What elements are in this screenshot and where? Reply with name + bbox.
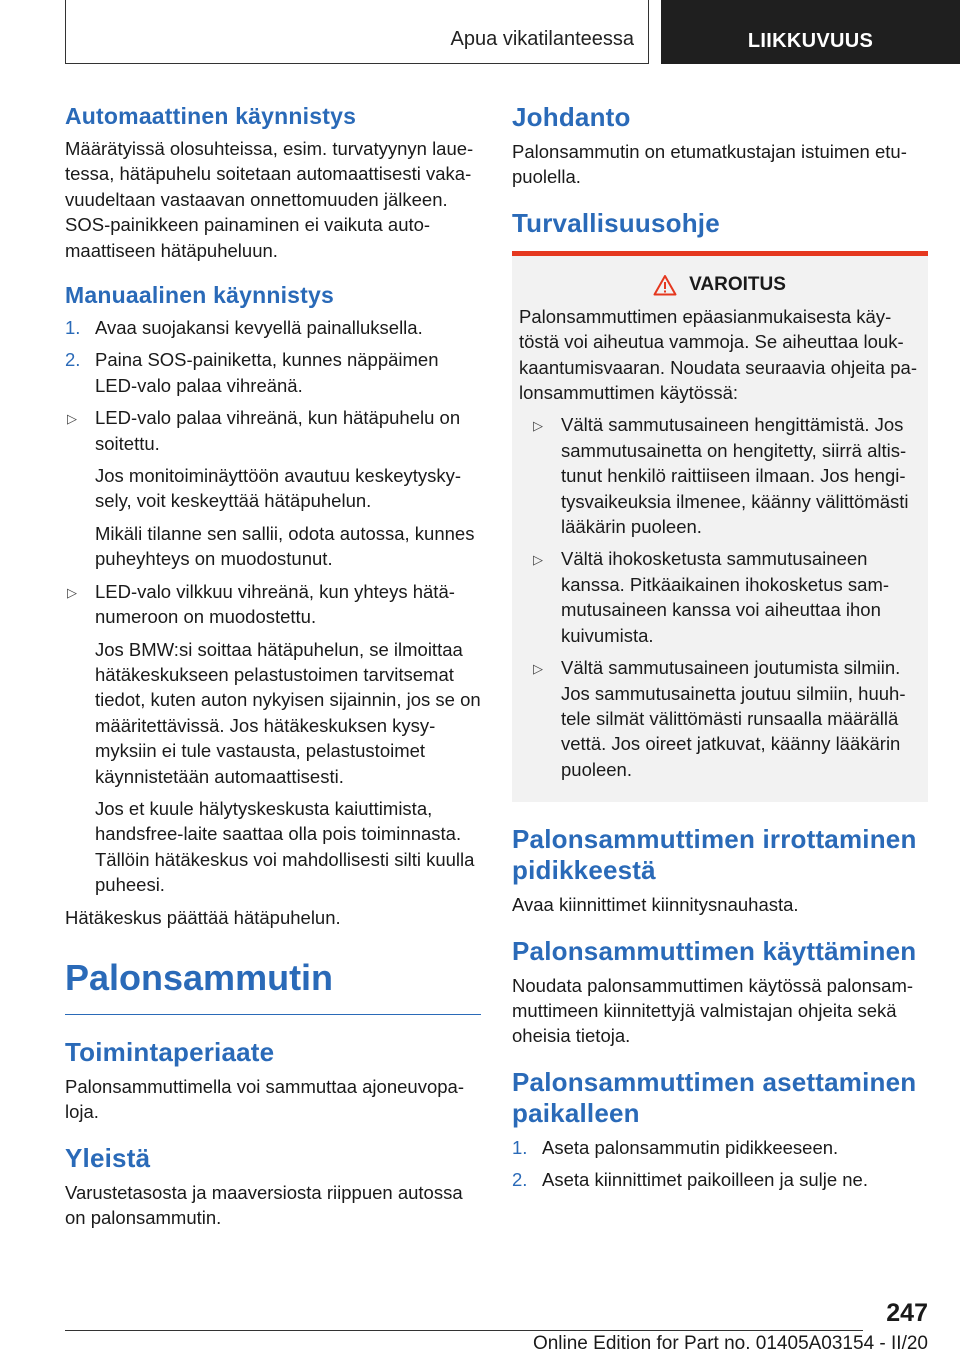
list-item bbox=[531, 546, 920, 648]
automatic-start-heading: Automaattinen käynnistys bbox=[65, 103, 357, 129]
general-heading: Yleistä bbox=[65, 1142, 151, 1173]
list-item bbox=[531, 412, 920, 539]
general-text: Varustetasosta ja maaversiosta riippuen autossa on palonsammutin. bbox=[65, 1181, 463, 1229]
intro-text: Palonsammutin on etumatkustajan istuimen etupuolella. bbox=[512, 141, 907, 188]
automatic-start-text: Määrätyissä olosuhteissa, esim. turvatyynyn lauetessa, hätäpuhelu soitetaan automaattisesti vakavuudeltaan vastaavan onnettomuuden jälkeen. SOS-painikkeen painaminen ei vaikuta automaattiseen hätäpuheluun. bbox=[65, 138, 474, 261]
triangle-right-icon: ▷ bbox=[533, 418, 543, 434]
triangle-right-icon: ▷ bbox=[533, 552, 543, 568]
triangle-right-icon: ▷ bbox=[67, 411, 77, 427]
right-column bbox=[512, 102, 928, 1193]
page-number: 247 bbox=[886, 1299, 928, 1327]
principle-text: Palonsammuttimella voi sammuttaa ajoneuvopaloja. bbox=[65, 1075, 464, 1123]
step-text: Paina SOS-painiketta, kunnes näppäimen LED-valo palaa vihreänä. bbox=[95, 349, 439, 396]
use-text: Noudata palonsammuttimen käytössä palonsammuttimeen kiinnitettyjä valmistajan ohjeita sekä oheisia tietoja. bbox=[512, 974, 914, 1047]
triangle-right-icon: ▷ bbox=[533, 661, 543, 677]
warning-text: Palonsammuttimen epäasianmukaisesta käytöstä voi aiheutua vammoja. Se aiheuttaa loukkaantumisvaaran. Noudata seuraavia ohjeita palonsammuttimen käytössä: bbox=[519, 305, 918, 404]
warning-header bbox=[519, 274, 920, 296]
remove-text: Avaa kiinnittimet kiinnitysnauhasta. bbox=[512, 894, 799, 916]
manual-start-heading: Manuaalinen käynnistys bbox=[65, 282, 334, 309]
end-call-text: Hätäkeskus päättää hätäpuhelun. bbox=[65, 906, 341, 928]
triangle-right-icon: ▷ bbox=[67, 584, 77, 600]
bullet-paragraph: Jos et kuule hälytyskeskusta kaiuttimista, handsfree-laite saattaa olla pois toiminnasta. Tällöin hätäkeskus voi mahdollisesti silti kuulla puheesi. bbox=[95, 797, 475, 896]
step-number: 1. bbox=[65, 317, 81, 339]
step-number: 2. bbox=[512, 1169, 528, 1191]
warning-triangle-icon bbox=[653, 274, 677, 296]
header-section-title: Apua vikatilanteessa bbox=[450, 28, 634, 50]
left-column bbox=[65, 102, 481, 1231]
use-heading: Palonsammuttimen käyttäminen bbox=[512, 935, 917, 966]
list-item bbox=[65, 315, 481, 340]
list-item bbox=[531, 655, 920, 782]
warning-box bbox=[512, 251, 928, 802]
warning-list bbox=[519, 412, 920, 782]
step-text: Aseta kiinnittimet paikoilleen ja sulje ne. bbox=[542, 1169, 868, 1191]
step-number: 2. bbox=[65, 349, 81, 371]
footer-divider bbox=[65, 1330, 863, 1331]
bullet-paragraph: Jos BMW:si soittaa hätäpuhelun, se ilmoittaa hätäkeskukseen pelastustoimen tarvitsemat tiedot, kuten auton nykyisen sijainnin, jos se on määritettävissä. Jos hätäkeskuksen kysymyksiin ei tule vastausta, pelastustoimet käynnistetään automaattisesti. bbox=[95, 638, 481, 787]
warning-bullet-text: Vältä ihokosketusta sammutusaineen kanssa. Pitkäaikainen ihokosketus sammutusaineen kanssa voi aiheuttaa ihon kuivumista. bbox=[561, 548, 890, 646]
bullet-paragraph: Jos monitoiminäyttöön avautuu keskeytyskysely, voit keskeyttää hätäpuhelun. bbox=[95, 465, 462, 512]
place-heading: Palonsammuttimen asettaminen paikalleen bbox=[512, 1066, 917, 1128]
remove-heading: Palonsammuttimen irrottaminen pidikkeestä bbox=[512, 824, 917, 886]
principle-heading: Toimintaperiaate bbox=[65, 1036, 275, 1067]
step-text: Aseta palonsammutin pidikkeeseen. bbox=[542, 1136, 839, 1158]
footer-edition: Online Edition for Part no. 01405A03154 - II/20 bbox=[532, 1333, 928, 1354]
list-item bbox=[65, 405, 481, 571]
warning-bullet-text: Vältä sammutusaineen hengittämistä. Jos sammutusainetta on hengitetty, siirrä altistunut henkilö raittiiseen ilmaan. Jos hengitysvaikeuksia ilmenee, käänny välittömästi lääkärin puoleen. bbox=[561, 414, 909, 538]
intro-heading: Johdanto bbox=[512, 102, 631, 132]
safety-heading: Turvallisuusohje bbox=[512, 207, 720, 238]
warning-label: VAROITUS bbox=[689, 273, 786, 295]
header-chapter-tab: LIIKKUVUUS bbox=[661, 0, 960, 64]
manual-start-steps bbox=[65, 315, 481, 898]
step-text: Avaa suojakansi kevyellä painalluksella. bbox=[95, 317, 423, 339]
warning-bullet-text: Vältä sammutusaineen joutumista silmiin. Jos sammutusainetta joutuu silmiin, huuhtele silmät välittömästi runsaalla määrällä vettä. Jos oireet jatkuvat, käänny lääkärin puoleen. bbox=[561, 657, 906, 780]
place-steps bbox=[512, 1135, 928, 1193]
step-number: 1. bbox=[512, 1136, 528, 1158]
list-item bbox=[65, 347, 481, 398]
page-title: Palonsammutin bbox=[65, 956, 334, 998]
list-item bbox=[512, 1135, 928, 1160]
bullet-text: LED-valo palaa vihreänä, kun hätäpuhelu on soitettu. bbox=[95, 407, 461, 454]
bullet-paragraph: Mikäli tilanne sen sallii, odota autossa, kunnes puheyhteys on muodostunut. bbox=[95, 522, 475, 570]
list-item bbox=[65, 579, 481, 898]
bullet-text: LED-valo vilkkuu vihreänä, kun yhteys hätänumeroon on muodostettu. bbox=[95, 580, 455, 628]
list-item bbox=[512, 1167, 928, 1192]
title-divider bbox=[65, 1014, 481, 1015]
